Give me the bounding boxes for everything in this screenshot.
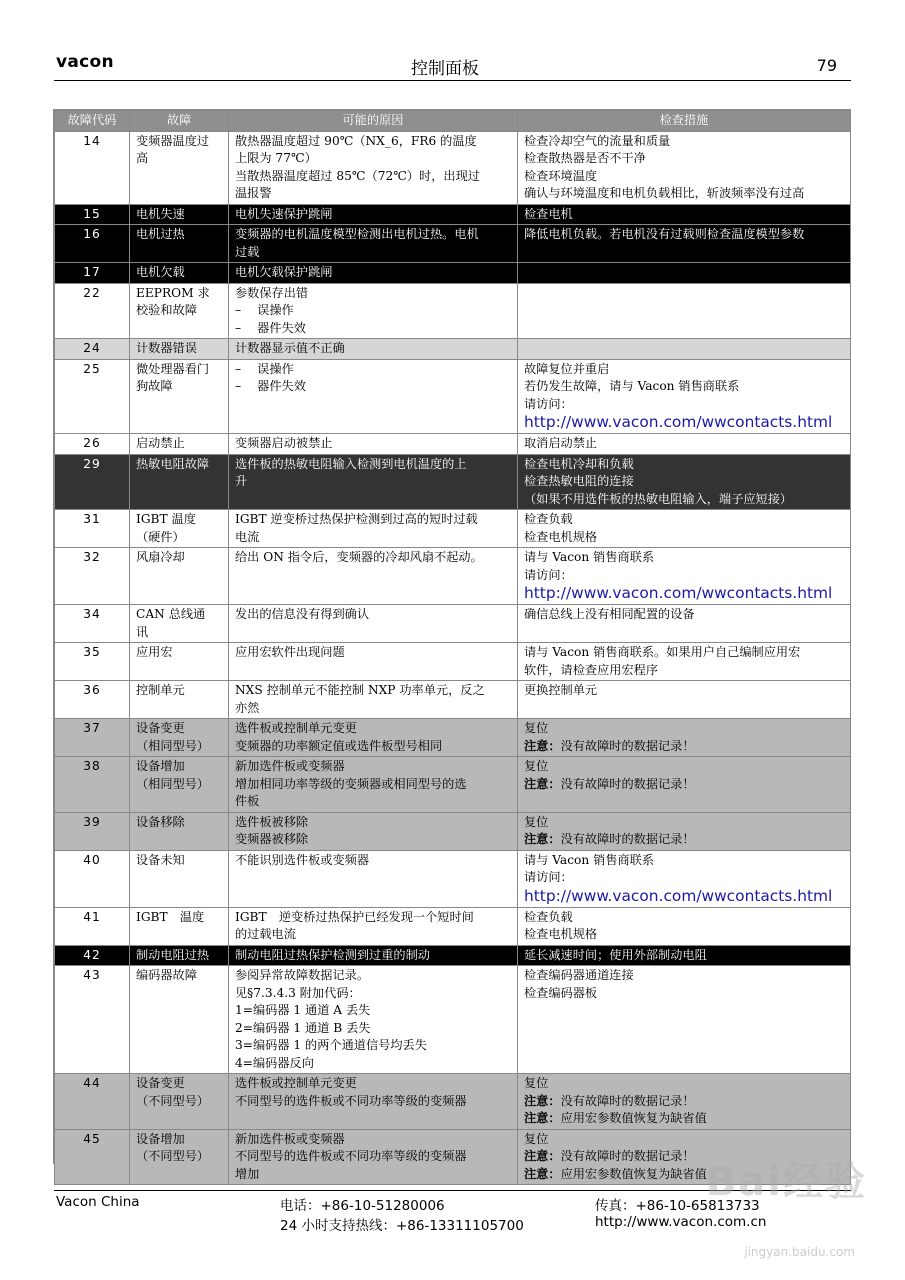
fault-row-36 bbox=[55, 681, 851, 719]
note-label: 注意： bbox=[524, 1111, 561, 1125]
fault-cause-cell bbox=[229, 966, 518, 1074]
fault-name-cell-line: 设备增加 bbox=[136, 1131, 185, 1146]
fault-cause-cell bbox=[229, 605, 518, 643]
header-fault-code: 故障代码 bbox=[55, 111, 130, 132]
fault-cause-cell-line: – 器件失效 bbox=[235, 379, 306, 393]
fault-action-cell bbox=[518, 1074, 851, 1130]
fault-row-31 bbox=[55, 510, 851, 548]
fault-cause-cell-line: 发出的信息没有得到确认 bbox=[235, 607, 370, 621]
fault-action-cell bbox=[518, 757, 851, 813]
fault-cause-cell-line: 电机失速保护跳闸 bbox=[235, 206, 333, 221]
fault-name-cell-line: EEPROM 求 bbox=[136, 285, 210, 300]
fault-cause-cell-line: 过载 bbox=[235, 244, 260, 259]
fault-code-cell: 35 bbox=[55, 643, 130, 681]
fault-cause-cell bbox=[229, 359, 518, 434]
fault-cause-cell-line: 计数器显示值不正确 bbox=[235, 341, 345, 355]
fault-action-cell-line: 检查热敏电阻的连接 bbox=[524, 474, 634, 488]
vacon-contacts-link[interactable]: http://www.vacon.com/wwcontacts.html bbox=[524, 413, 833, 431]
fault-name-cell-line: （不同型号） bbox=[136, 1149, 210, 1163]
action-note bbox=[524, 738, 844, 756]
note-text: 没有故障时的数据记录！ bbox=[560, 832, 695, 846]
fault-name-cell-line: 讯 bbox=[136, 624, 149, 639]
fault-cause-cell-line: IGBT 逆变桥过热保护已经发现一个短时间 bbox=[235, 909, 474, 924]
fault-action-cell-line: 若仍发生故障，请与 Vacon 销售商联系 bbox=[524, 379, 740, 393]
note-label: 注意： bbox=[524, 1166, 561, 1181]
fault-name-cell-line: 风扇冷却 bbox=[136, 550, 185, 564]
fault-action-cell-line: 复位 bbox=[524, 1076, 549, 1090]
fault-name-cell bbox=[130, 339, 229, 360]
fault-name-cell-line: CAN 总线通 bbox=[136, 607, 206, 621]
fault-cause-cell bbox=[229, 510, 518, 548]
fault-cause-cell bbox=[229, 719, 518, 757]
fault-cause-cell-line: – 器件失效 bbox=[235, 320, 306, 335]
fault-cause-cell-line: 件板 bbox=[235, 794, 260, 808]
fault-name-cell-line: 高 bbox=[136, 151, 149, 165]
fault-action-cell-line: 检查编码器通道连接 bbox=[524, 968, 634, 982]
fault-name-cell-line: 应用宏 bbox=[136, 645, 173, 659]
fault-cause-cell-line: 上限为 77℃） bbox=[235, 151, 317, 165]
fault-code-table bbox=[54, 110, 851, 1185]
fault-action-cell-line: 复位 bbox=[524, 759, 549, 773]
fault-name-cell bbox=[130, 966, 229, 1074]
fault-action-cell-line: 检查电机规格 bbox=[524, 529, 598, 544]
fault-action-cell bbox=[518, 283, 851, 339]
baidu-watermark-url: jingyan.baidu.com bbox=[744, 1245, 855, 1259]
fault-code-cell: 25 bbox=[55, 359, 130, 434]
fault-cause-cell-line: 新加选件板或变频器 bbox=[235, 1131, 345, 1146]
fault-action-cell bbox=[518, 850, 851, 907]
fault-action-cell bbox=[518, 945, 851, 966]
fault-name-cell bbox=[130, 812, 229, 850]
fault-name-cell-line: 狗故障 bbox=[136, 379, 173, 393]
fault-action-cell-line: 检查电机规格 bbox=[524, 927, 598, 941]
fault-cause-cell-line: 选件板或控制单元变更 bbox=[235, 1076, 357, 1090]
fault-cause-cell-line: 增加相同功率等级的变频器或相同型号的选 bbox=[235, 776, 467, 791]
fault-cause-cell bbox=[229, 283, 518, 339]
note-label: 注意： bbox=[524, 776, 561, 791]
fault-cause-cell bbox=[229, 339, 518, 360]
fault-action-cell bbox=[518, 204, 851, 225]
fault-cause-cell-line: 的过载电流 bbox=[235, 927, 296, 941]
fault-name-cell-line: 变频器温度过 bbox=[136, 133, 210, 148]
fault-action-cell-line: 确信总线上没有相同配置的设备 bbox=[524, 607, 695, 621]
note-label: 注意： bbox=[524, 1093, 561, 1108]
fault-code-cell: 36 bbox=[55, 681, 130, 719]
fault-cause-cell-line: – 误操作 bbox=[235, 361, 294, 376]
fault-action-cell-line: 软件，请检查应用宏程序 bbox=[524, 662, 659, 677]
fault-cause-cell-line: 2=编码器 1 通道 B 丢失 bbox=[235, 1020, 371, 1035]
note-text: 没有故障时的数据记录！ bbox=[560, 1149, 695, 1163]
fault-action-cell-line: 降低电机负载。若电机没有过载则检查温度模型参数 bbox=[524, 227, 805, 241]
fault-action-cell bbox=[518, 548, 851, 605]
fault-action-cell bbox=[518, 907, 851, 945]
fault-name-cell-line: 设备变更 bbox=[136, 1076, 185, 1090]
fault-name-cell bbox=[130, 850, 229, 907]
fault-name-cell bbox=[130, 719, 229, 757]
fault-name-cell bbox=[130, 907, 229, 945]
fault-name-cell-line: 控制单元 bbox=[136, 683, 185, 697]
fault-row-43 bbox=[55, 966, 851, 1074]
fault-row-22 bbox=[55, 283, 851, 339]
fault-action-cell-line: （如果不用选件板的热敏电阻输入，端子应短接） bbox=[524, 491, 793, 506]
fault-cause-cell-line: 变频器的电机温度模型检测出电机过热。电机 bbox=[235, 227, 479, 241]
fault-action-cell bbox=[518, 454, 851, 510]
fault-code-cell: 31 bbox=[55, 510, 130, 548]
fault-action-cell-line: 复位 bbox=[524, 1131, 549, 1146]
fault-name-cell-line: 电机欠载 bbox=[136, 265, 185, 279]
fault-action-cell bbox=[518, 131, 851, 204]
fault-name-cell-line: 热敏电阻故障 bbox=[136, 456, 210, 471]
fault-cause-cell-line: 温报警 bbox=[235, 186, 272, 200]
fault-name-cell bbox=[130, 1129, 229, 1185]
fault-code-cell: 24 bbox=[55, 339, 130, 360]
fault-name-cell-line: 设备未知 bbox=[136, 852, 185, 867]
fault-code-cell: 39 bbox=[55, 812, 130, 850]
fault-code-cell: 40 bbox=[55, 850, 130, 907]
fault-name-cell-line: 设备变更 bbox=[136, 721, 185, 735]
fault-cause-cell-line: 电机欠载保护跳闸 bbox=[235, 265, 333, 279]
fault-name-cell bbox=[130, 434, 229, 455]
header-fault: 故障 bbox=[130, 111, 229, 132]
fault-name-cell bbox=[130, 1074, 229, 1130]
fault-action-cell-line: 确认与环境温度和电机负载相比，斩波频率没有过高 bbox=[524, 186, 805, 200]
note-text: 没有故障时的数据记录！ bbox=[560, 776, 695, 791]
fault-cause-cell-line: 1=编码器 1 通道 A 丢失 bbox=[235, 1003, 371, 1017]
header-divider bbox=[54, 80, 851, 81]
fault-name-cell bbox=[130, 757, 229, 813]
fault-cause-cell-line: 变频器启动被禁止 bbox=[235, 436, 333, 450]
fault-name-cell-line: 启动禁止 bbox=[136, 436, 185, 450]
fault-name-cell bbox=[130, 643, 229, 681]
footer-hotline: 24 小时支持热线：+86-13311105700 bbox=[280, 1218, 524, 1234]
action-note bbox=[524, 1093, 844, 1111]
fault-code-cell: 41 bbox=[55, 907, 130, 945]
fault-code-cell: 26 bbox=[55, 434, 130, 455]
fault-cause-cell-line: 应用宏软件出现问题 bbox=[235, 645, 345, 659]
fault-cause-cell bbox=[229, 907, 518, 945]
fault-name-cell-line: （不同型号） bbox=[136, 1093, 210, 1108]
vacon-contacts-link[interactable]: http://www.vacon.com/wwcontacts.html bbox=[524, 886, 833, 905]
page-header bbox=[0, 0, 905, 82]
fault-row-38 bbox=[55, 757, 851, 813]
fault-code-cell: 34 bbox=[55, 605, 130, 643]
fault-table-container bbox=[53, 109, 851, 1181]
fault-action-cell bbox=[518, 225, 851, 263]
note-text: 应用宏参数值恢复为缺省值 bbox=[560, 1166, 707, 1181]
fault-row-37 bbox=[55, 719, 851, 757]
note-text: 没有故障时的数据记录！ bbox=[560, 738, 695, 753]
fault-code-cell: 43 bbox=[55, 966, 130, 1074]
fault-cause-cell-line: 不能识别选件板或变频器 bbox=[235, 852, 370, 867]
fault-code-cell: 32 bbox=[55, 548, 130, 605]
fault-row-14 bbox=[55, 131, 851, 204]
fault-action-cell-line: 检查电机 bbox=[524, 206, 573, 221]
fault-code-cell: 44 bbox=[55, 1074, 130, 1130]
footer-fax: 传真：+86-10-65813733 bbox=[595, 1198, 760, 1214]
fault-cause-cell bbox=[229, 643, 518, 681]
footer-website[interactable]: http://www.vacon.com.cn bbox=[595, 1214, 767, 1230]
header-check-action: 检查措施 bbox=[518, 111, 851, 132]
fault-row-32 bbox=[55, 548, 851, 605]
fault-name-cell-line: 电机过热 bbox=[136, 227, 185, 241]
fault-action-cell bbox=[518, 510, 851, 548]
fault-action-cell bbox=[518, 812, 851, 850]
note-label: 注意： bbox=[524, 832, 561, 846]
fault-cause-cell-line: 给出 ON 指令后，变频器的冷却风扇不起动。 bbox=[235, 550, 483, 564]
fault-cause-cell bbox=[229, 434, 518, 455]
action-note bbox=[524, 776, 844, 794]
fault-cause-cell-line: 不同型号的选件板或不同功率等级的变频器 bbox=[235, 1149, 467, 1163]
fault-code-cell: 16 bbox=[55, 225, 130, 263]
fault-row-25 bbox=[55, 359, 851, 434]
baidu-watermark: Bai经验 bbox=[705, 1159, 867, 1205]
fault-name-cell bbox=[130, 131, 229, 204]
fault-code-cell: 37 bbox=[55, 719, 130, 757]
fault-cause-cell bbox=[229, 1129, 518, 1185]
fault-action-cell bbox=[518, 359, 851, 434]
fault-action-cell-line: 故障复位并重启 bbox=[524, 361, 610, 376]
fault-cause-cell bbox=[229, 812, 518, 850]
fault-name-cell-line: （相同型号） bbox=[136, 776, 210, 791]
fault-name-cell-line: 电机失速 bbox=[136, 206, 185, 221]
vacon-contacts-link[interactable]: http://www.vacon.com/wwcontacts.html bbox=[524, 584, 833, 602]
fault-name-cell bbox=[130, 263, 229, 284]
fault-action-cell-line: 请与 Vacon 销售商联系 bbox=[524, 550, 655, 564]
fault-name-cell-line: （相同型号） bbox=[136, 738, 210, 753]
fault-action-cell-line: 请与 Vacon 销售商联系 bbox=[524, 852, 655, 867]
fault-action-cell-line: 请访问： bbox=[524, 567, 573, 582]
fault-name-cell bbox=[130, 605, 229, 643]
footer-phone: 电话：+86-10-51280006 bbox=[280, 1198, 445, 1214]
fault-action-cell bbox=[518, 643, 851, 681]
fault-code-cell: 29 bbox=[55, 454, 130, 510]
vacon-logo: vacon bbox=[56, 52, 114, 72]
fault-name-cell-line: IGBT 温度 bbox=[136, 909, 205, 924]
fault-row-42 bbox=[55, 945, 851, 966]
fault-cause-cell-line: 变频器的功率额定值或选件板型号相同 bbox=[235, 738, 443, 753]
fault-code-cell: 17 bbox=[55, 263, 130, 284]
fault-cause-cell-line: 当散热器温度超过 85℃（72℃）时，出现过 bbox=[235, 168, 480, 183]
fault-row-40 bbox=[55, 850, 851, 907]
fault-cause-cell-line: 4=编码器反向 bbox=[235, 1055, 314, 1070]
fault-action-cell bbox=[518, 605, 851, 643]
fault-cause-cell-line: 参数保存出错 bbox=[235, 285, 309, 300]
table-header-row bbox=[55, 111, 851, 132]
fault-action-cell bbox=[518, 434, 851, 455]
fault-action-cell-line: 复位 bbox=[524, 721, 549, 735]
fault-action-cell-line: 检查编码器板 bbox=[524, 985, 598, 1000]
fault-row-24 bbox=[55, 339, 851, 360]
fault-cause-cell-line: 参阅异常故障数据记录。 bbox=[235, 968, 370, 982]
fault-cause-cell-line: 新加选件板或变频器 bbox=[235, 759, 345, 773]
fault-action-cell bbox=[518, 339, 851, 360]
fault-row-39 bbox=[55, 812, 851, 850]
fault-code-cell: 15 bbox=[55, 204, 130, 225]
action-note bbox=[524, 831, 844, 849]
fault-action-cell-line: 检查散热器是否不干净 bbox=[524, 151, 646, 165]
fault-name-cell-line: 校验和故障 bbox=[136, 303, 197, 317]
action-note bbox=[524, 1110, 844, 1128]
fault-cause-cell-line: 增加 bbox=[235, 1166, 260, 1181]
fault-cause-cell bbox=[229, 945, 518, 966]
fault-row-26 bbox=[55, 434, 851, 455]
fault-action-cell bbox=[518, 681, 851, 719]
page-title: 控制面板 bbox=[411, 59, 479, 79]
footer-company: Vacon China bbox=[56, 1194, 140, 1210]
fault-row-41 bbox=[55, 907, 851, 945]
fault-action-cell-line: 复位 bbox=[524, 814, 549, 829]
fault-action-cell-line: 取消启动禁止 bbox=[524, 436, 598, 450]
fault-cause-cell-line: 见§7.3.4.3 附加代码： bbox=[235, 985, 361, 1000]
fault-name-cell bbox=[130, 510, 229, 548]
note-label: 注意： bbox=[524, 738, 561, 753]
fault-row-35 bbox=[55, 643, 851, 681]
fault-name-cell-line: 设备增加 bbox=[136, 759, 185, 773]
fault-row-29 bbox=[55, 454, 851, 510]
fault-name-cell-line: 微处理器看门 bbox=[136, 361, 210, 376]
fault-cause-cell bbox=[229, 131, 518, 204]
fault-action-cell-line: 检查负载 bbox=[524, 512, 573, 526]
fault-cause-cell bbox=[229, 757, 518, 813]
fault-name-cell bbox=[130, 359, 229, 434]
fault-name-cell-line: IGBT 温度 bbox=[136, 512, 196, 526]
fault-name-cell bbox=[130, 454, 229, 510]
fault-row-15 bbox=[55, 204, 851, 225]
fault-cause-cell-line: 选件板被移除 bbox=[235, 814, 309, 829]
fault-table-body bbox=[55, 131, 851, 1185]
fault-action-cell-line: 检查冷却空气的流量和质量 bbox=[524, 133, 671, 148]
fault-cause-cell bbox=[229, 850, 518, 907]
fault-row-17 bbox=[55, 263, 851, 284]
note-text: 没有故障时的数据记录！ bbox=[560, 1093, 695, 1108]
fault-name-cell-line: 编码器故障 bbox=[136, 968, 197, 982]
fault-action-cell-line: 检查环境温度 bbox=[524, 168, 598, 183]
fault-cause-cell-line: IGBT 逆变桥过热保护检测到过高的短时过载 bbox=[235, 512, 478, 526]
fault-cause-cell bbox=[229, 548, 518, 605]
fault-name-cell-line: （硬件） bbox=[136, 529, 185, 544]
fault-cause-cell-line: 散热器温度超过 90℃（NX_6，FR6 的温度 bbox=[235, 133, 477, 148]
fault-cause-cell-line: 3=编码器 1 的两个通道信号均丢失 bbox=[235, 1038, 427, 1052]
fault-row-34 bbox=[55, 605, 851, 643]
fault-action-cell-line: 延长减速时间；使用外部制动电阻 bbox=[524, 947, 707, 962]
fault-name-cell bbox=[130, 681, 229, 719]
fault-name-cell bbox=[130, 548, 229, 605]
fault-code-cell: 42 bbox=[55, 945, 130, 966]
fault-cause-cell-line: 升 bbox=[235, 474, 248, 488]
fault-cause-cell bbox=[229, 454, 518, 510]
fault-name-cell-line: 设备移除 bbox=[136, 814, 185, 829]
fault-cause-cell-line: 亦然 bbox=[235, 700, 260, 715]
fault-cause-cell bbox=[229, 225, 518, 263]
fault-action-cell-line: 更换控制单元 bbox=[524, 683, 598, 697]
header-possible-cause: 可能的原因 bbox=[229, 111, 518, 132]
fault-name-cell bbox=[130, 225, 229, 263]
fault-cause-cell-line: 变频器被移除 bbox=[235, 832, 309, 846]
fault-code-cell: 22 bbox=[55, 283, 130, 339]
fault-cause-cell-line: 制动电阻过热保护检测到过重的制动 bbox=[235, 947, 430, 962]
fault-name-cell-line: 计数器错误 bbox=[136, 341, 197, 355]
fault-cause-cell bbox=[229, 263, 518, 284]
fault-row-16 bbox=[55, 225, 851, 263]
fault-action-cell bbox=[518, 263, 851, 284]
fault-cause-cell bbox=[229, 1074, 518, 1130]
fault-action-cell-line: 请与 Vacon 销售商联系。如果用户自己编制应用宏 bbox=[524, 645, 801, 659]
fault-action-cell-line: 检查电机冷却和负载 bbox=[524, 456, 634, 471]
fault-name-cell bbox=[130, 204, 229, 225]
fault-action-cell-line: 请访问： bbox=[524, 870, 573, 884]
fault-row-44 bbox=[55, 1074, 851, 1130]
fault-cause-cell-line: NXS 控制单元不能控制 NXP 功率单元，反之 bbox=[235, 683, 485, 697]
fault-action-cell-line: 检查负载 bbox=[524, 909, 573, 924]
page-number: 79 bbox=[816, 56, 837, 75]
fault-action-cell bbox=[518, 719, 851, 757]
fault-name-cell-line: 制动电阻过热 bbox=[136, 947, 210, 962]
fault-cause-cell-line: 选件板的热敏电阻输入检测到电机温度的上 bbox=[235, 456, 467, 471]
fault-code-cell: 45 bbox=[55, 1129, 130, 1185]
fault-cause-cell-line: – 误操作 bbox=[235, 303, 294, 317]
fault-cause-cell-line: 不同型号的选件板或不同功率等级的变频器 bbox=[235, 1093, 467, 1108]
fault-code-cell: 38 bbox=[55, 757, 130, 813]
fault-cause-cell-line: 电流 bbox=[235, 529, 260, 544]
fault-action-cell bbox=[518, 966, 851, 1074]
fault-cause-cell bbox=[229, 204, 518, 225]
fault-code-cell: 14 bbox=[55, 131, 130, 204]
note-text: 应用宏参数值恢复为缺省值 bbox=[560, 1111, 707, 1125]
note-label: 注意： bbox=[524, 1149, 561, 1163]
fault-cause-cell-line: 选件板或控制单元变更 bbox=[235, 721, 357, 735]
fault-name-cell bbox=[130, 945, 229, 966]
fault-name-cell bbox=[130, 283, 229, 339]
fault-cause-cell bbox=[229, 681, 518, 719]
fault-action-cell-line: 请访问： bbox=[524, 396, 573, 411]
